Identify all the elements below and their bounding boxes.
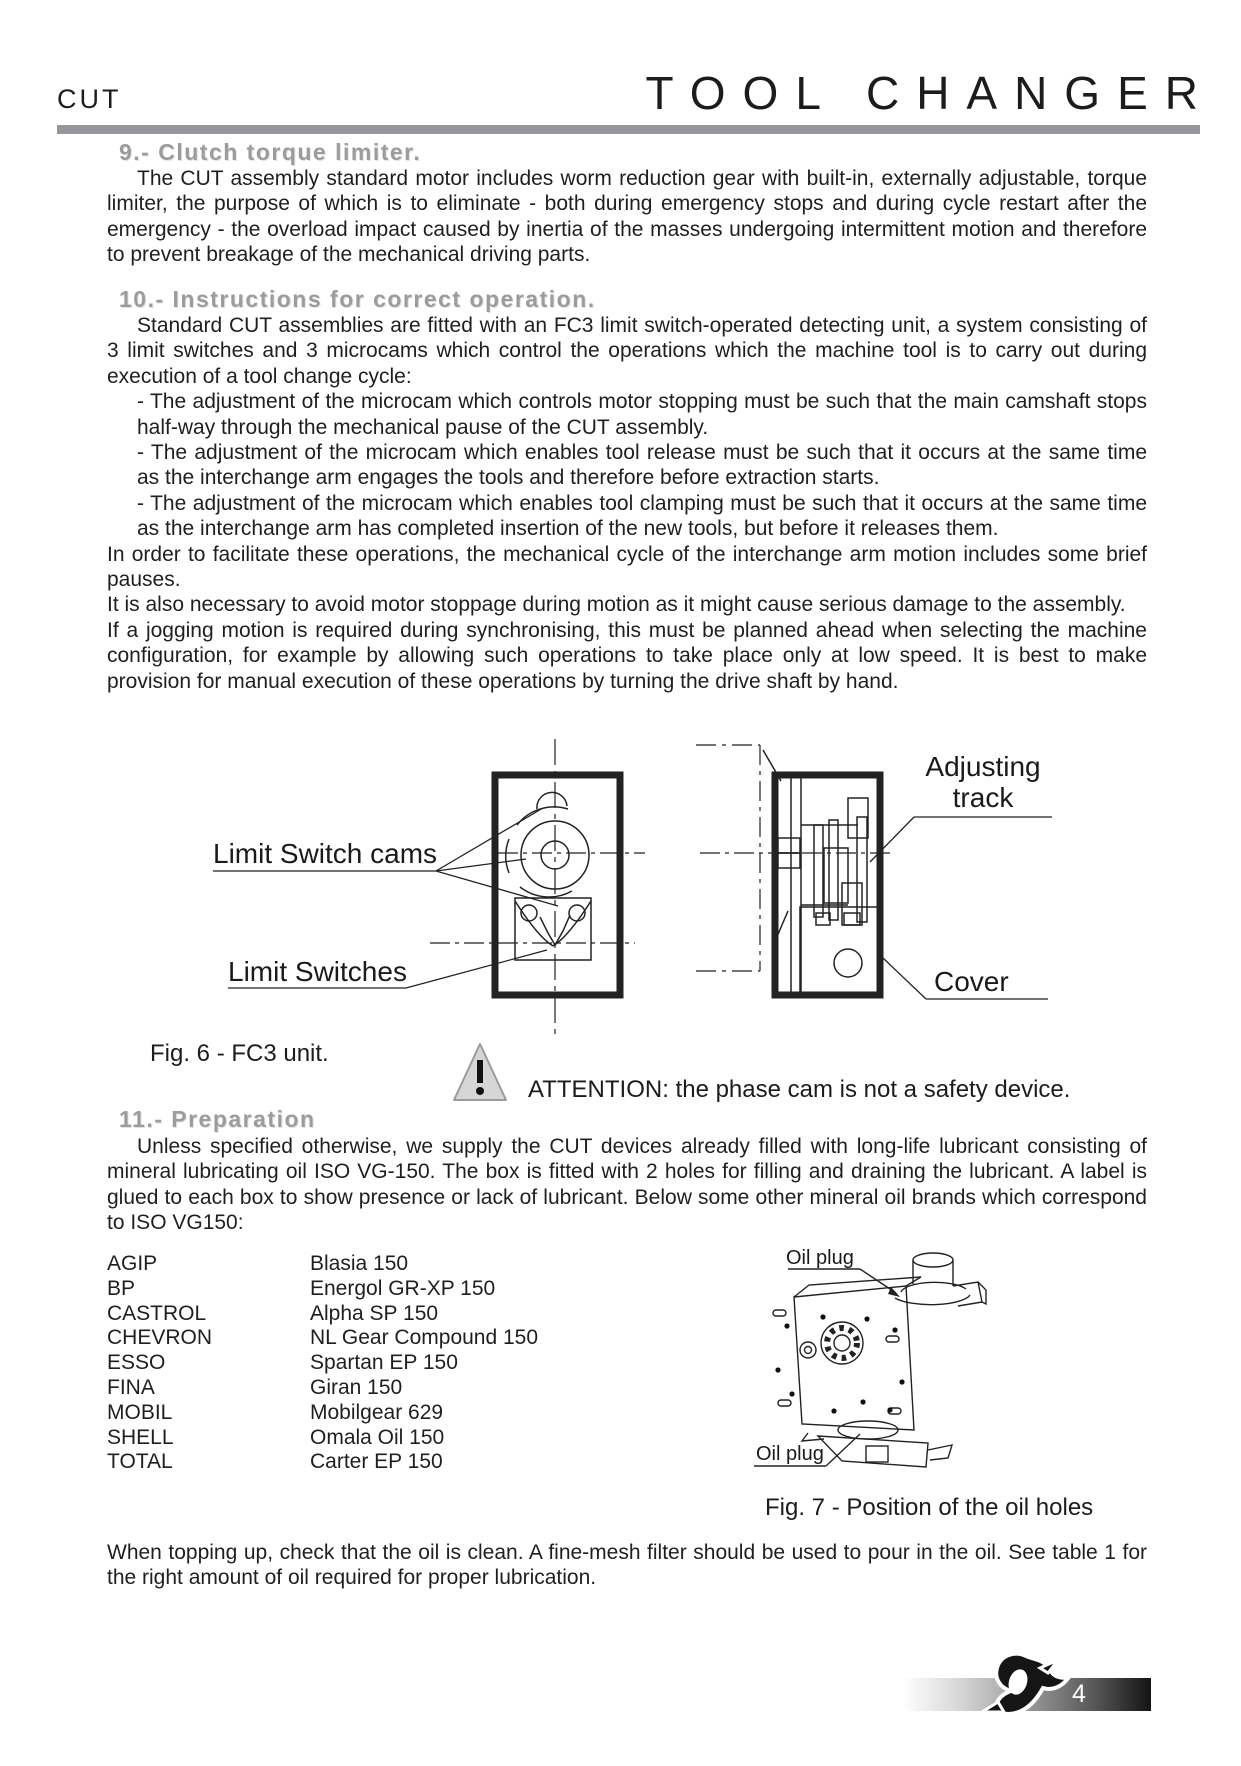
table-row [107,1401,687,1426]
brand-cell: MOBIL [107,1400,173,1424]
bullet-item: - The adjustment of the microcam which controls motor stopping must be such that the main camshaft stops half-way through the mechanical pause of the CUT assembly. [137,390,1147,439]
brand-cell: BP [107,1276,136,1300]
table-row [107,1426,687,1451]
paragraph: It is also necessary to avoid motor stoppage during motion as it might cause serious damage to the assembly. [107,593,1126,617]
table-row [107,1376,687,1401]
product-cell: Alpha SP 150 [310,1301,439,1325]
front-housing-outline [495,775,620,995]
paragraph: If a jogging motion is required during synchronising, this must be planned ahead when selecting the machine configuration, for example by allowing such operations to take place only at low speed. It is best to make provision for manual execution of these operations by turning the drive shaft by hand. [107,618,1147,693]
table-row [107,1450,687,1475]
fc3-side-view [696,745,895,995]
label-limit-switch-cams: Limit Switch cams [213,838,438,869]
brand-cell: FINA [107,1375,155,1399]
fc3-front-view [430,739,645,1040]
product-cell: NL Gear Compound 150 [310,1326,539,1350]
product-name: CUT [57,84,122,114]
brand-logo-icon [980,1650,1072,1720]
brand-cell: SHELL [107,1425,174,1449]
section-9-body [107,166,1147,268]
oil-plug-top [913,1253,953,1267]
figure-6-caption: Fig. 6 - FC3 unit. [150,1040,329,1067]
figure-7-caption: Fig. 7 - Position of the oil holes [765,1494,1094,1521]
paragraph: When topping up, check that the oil is clean. A fine-mesh filter should be used to pour in the oil. See table 1 for the right amount of oil required for proper lubrication. [107,1541,1147,1590]
warning-triangle-icon [452,1040,508,1104]
figure-7-oil-holes-drawing [690,1240,1110,1485]
label-limit-switches: Limit Switches [228,956,407,987]
table-row [107,1326,687,1351]
brand-cell: AGIP [107,1252,158,1275]
section-11-body [107,1134,1147,1236]
section-10-body [107,313,1147,694]
table-row [107,1351,687,1376]
page-number: 4 [1072,1680,1086,1708]
bullet-item: - The adjustment of the microcam which enables tool clamping must be such that it occurs at the same time as the interchange arm has completed insertion of the new tools, but before it releases them. [137,491,1147,541]
product-cell: Blasia 150 [310,1252,409,1275]
table-row [107,1252,687,1277]
product-cell: Giran 150 [310,1375,403,1399]
paragraph: Unless specified otherwise, we supply the CUT devices already filled with long-life lubricant consisting of mineral lubricating oil ISO VG-150. The box is fitted with 2 holes for filling and draining the lubricant. A label is glued to each box to show presence or lack of lubricant. Below some other mineral oil brands which correspond to ISO VG150: [107,1135,1147,1235]
figure-6-fc3-unit [0,655,1241,1040]
closing-paragraph-block [107,1540,1147,1591]
brand-cell: CASTROL [107,1301,207,1325]
label-oil-plug-bottom: Oil plug [756,1443,824,1465]
figure-labels [213,751,1041,997]
product-cell: Mobilgear 629 [310,1400,444,1424]
brand-cell: CHEVRON [107,1326,213,1350]
page-title: TOOL CHANGER [645,67,1215,119]
gearbox-drawing [754,1253,986,1467]
bullet-item: - The adjustment of the microcam which enables tool release must be such that it occurs at the same time as the interchange arm engages the tools and therefore before extraction starts. [137,441,1147,490]
header-divider [57,125,1200,134]
label-adjusting: Adjusting [925,751,1041,782]
table-row [107,1302,687,1327]
section-10-heading: 10.- Instructions for correct operation. [119,286,596,312]
label-track: track [952,782,1014,813]
paragraph: Standard CUT assemblies are fitted with an FC3 limit switch-operated detecting unit, a system consisting of 3 limit switches and 3 microcams which control the operations which the machine tool is to carry out during execution of a tool change cycle: [107,314,1147,388]
paragraph: In order to facilitate these operations, the mechanical cycle of the interchange arm motion includes some brief pauses. [107,542,1147,592]
label-oil-plug-top: Oil plug [786,1247,854,1269]
limit-switch-box [515,898,591,960]
oil-brands-table [107,1252,687,1475]
section-11-heading: 11.- Preparation [119,1106,316,1132]
table-row [107,1277,687,1302]
adjusting-track-bar [814,825,823,917]
attention-note: ATTENTION: the phase cam is not a safety device. [528,1076,1071,1103]
product-cell: Carter EP 150 [310,1450,443,1474]
product-cell: Spartan EP 150 [310,1351,458,1375]
product-cell: Omala Oil 150 [310,1425,445,1449]
brand-cell: ESSO [107,1351,166,1375]
section-9-heading: 9.- Clutch torque limiter. [119,139,422,165]
brand-cell: TOTAL [107,1450,173,1474]
paragraph: The CUT assembly standard motor includes worm reduction gear with built-in, externally adjustable, torque limiter, the purpose of which is to eliminate - both during emergency stops and during cycle restart after the emergency - the overload impact caused by inertia of the masses undergoing intermittent motion and therefore to prevent breakage of the mechanical driving parts. [107,167,1147,267]
product-cell: Energol GR-XP 150 [310,1276,496,1300]
label-cover: Cover [934,966,1009,997]
fc3-unit-drawing [100,655,1100,1040]
